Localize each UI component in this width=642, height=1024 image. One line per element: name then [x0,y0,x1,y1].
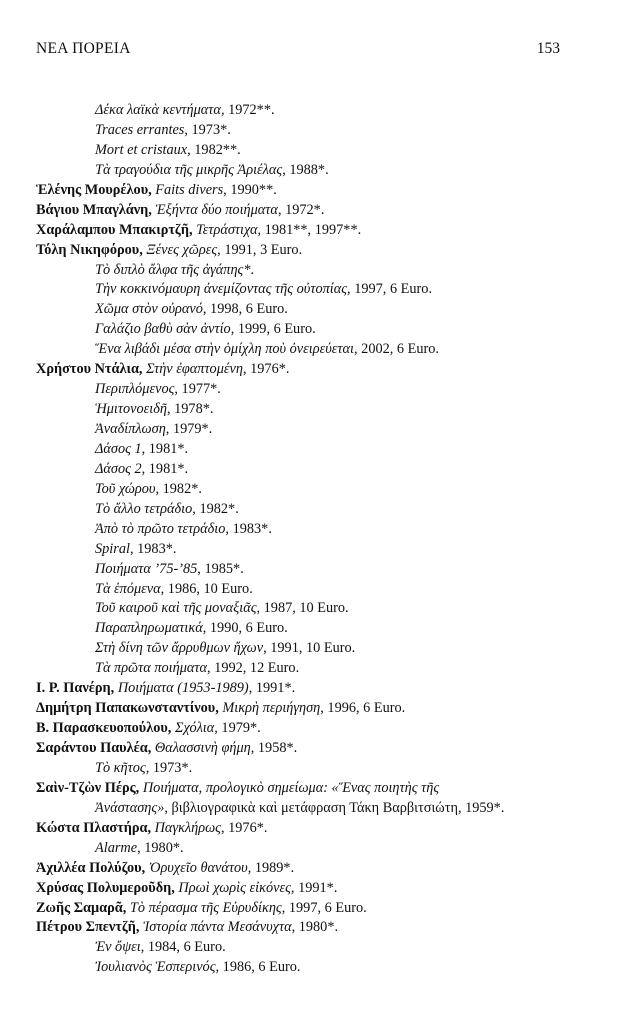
publication-details: , 1983*. [225,520,272,537]
list-item [36,340,576,360]
work-title: Ποιήματα ’75-’85 [95,560,198,577]
work-title: Ξένες χῶρες [146,241,218,258]
publication-details: , 1989*. [247,859,295,876]
publication-details: , βιβλιογραφικὰ καὶ μετάφραση Τάκη Βαρβιτσιώτη, 1959*. [164,799,505,816]
list-item [36,101,576,121]
list-item [36,639,576,659]
list-item [36,918,576,938]
list-item [36,899,576,919]
publication-details: , 1987, 10 Euro. [256,600,349,617]
publication-details: , 1981**, 1997**. [257,221,362,238]
work-title: Χῶμα στὸν οὐρανό [95,301,203,318]
publication-details: , 1997, 6 Euro. [281,899,367,916]
author-name: Χρύσας Πολυμεροῦδη, [36,879,179,896]
publication-details: , 1980*. [291,919,339,936]
publication-details: , 1990**. [223,181,277,198]
publication-details: , 1978*. [166,401,214,418]
list-item [36,659,576,679]
list-item [36,779,576,799]
publication-details: , 1972**. [220,102,275,118]
publication-details: , 1991*. [290,879,338,896]
publication-details: , 1976*. [220,819,268,836]
work-title: Τὸ ἄλλο τετράδιο [95,500,193,517]
publication-details: , 1992, 12 Euro. [207,660,300,677]
author-name: Δημήτρη Παπακωνσταντίνου, [36,700,223,717]
work-title: Ἐν ὄψει [95,939,141,956]
author-name: Χρήστου Ντάλια, [36,361,147,378]
publication-details: , 1997, 6 Euro. [347,281,433,298]
list-item [36,440,576,460]
list-item [36,181,576,201]
list-item [36,599,576,619]
publication-details: , 1986, 6 Euro. [215,959,301,976]
author-name: Πέτρου Σπεντζῆ, [36,919,144,936]
list-item [36,759,576,779]
work-title: Μικρὴ περιήγηση [222,700,321,717]
list-item [36,879,576,899]
list-item [36,161,576,181]
list-item [36,460,576,480]
list-item [36,241,576,261]
work-title: Τοῦ χώρου [95,480,156,497]
work-title: Ἰουλιανὸς Ἑσπερινός [95,959,216,976]
list-item [36,141,576,161]
publication-details: , 1977*. [174,381,221,398]
publication-details: , 1979*. [165,421,213,437]
publication-details: , 1988*. [282,161,329,178]
list-item [36,380,576,400]
author-name: Σαὶν-Τζὼν Πέρς, [36,779,143,796]
publication-details: , 1986, 10 Euro. [160,580,253,597]
publication-details: . [250,261,255,278]
work-title: Τὸ διπλὸ ἄλφα τῆς ἀγάπης* [95,261,251,278]
publication-details: , 1979*. [214,720,261,737]
work-title: Ἡμιτονοειδῆ [95,401,167,418]
publication-details: , 1998, 6 Euro. [202,301,288,318]
work-title: Alarme [95,839,138,856]
publication-details: , 1958*. [250,740,298,756]
work-title: Spiral [95,540,130,557]
work-title: Ὀρυχεῖο θανάτου [148,859,248,876]
list-item [36,201,576,221]
work-title: Ἑξήντα δύο ποιήματα [155,201,278,218]
work-title: Τοῦ καιροῦ καὶ τῆς μοναξιᾶς [95,600,257,617]
work-title: Τὰ πρῶτα ποιήματα [95,660,208,677]
publication-details: , 1999, 6 Euro. [230,321,316,338]
list-item [36,839,576,859]
author-name: Χαράλαμπου Μπακιρτζῆ, [36,221,197,238]
publication-details: , 1972*. [277,201,325,218]
publication-details: , 1973*. [184,121,231,138]
work-title: Ποιήματα (1953-1989) [117,680,249,697]
list-item [36,420,576,440]
work-title: Δάσος 1 [95,440,142,457]
publication-details: , 1990, 6 Euro. [202,620,288,637]
list-item [36,480,576,500]
publication-details: , 1982*. [155,480,202,497]
publication-details: , 1983*. [129,540,177,557]
page-header [36,40,560,60]
work-title: Τὴν κοκκινόμαυρη ἀνεμίζοντας τῆς οὐτοπίας [95,281,348,298]
work-title: Τὰ ἑπόμενα [95,580,161,597]
work-title: Δάσος 2 [95,460,142,477]
publication-details: , 1982**. [187,141,241,158]
list-item [36,320,576,340]
publication-details: , 1981*. [141,440,189,457]
list-item [36,261,576,281]
publication-details: , 2002, 6 Euro. [354,341,440,358]
work-title: Ἱστορία πάντα Μεσάνυχτα [143,919,292,936]
work-title: Mort et cristaux [95,141,188,158]
list-item [36,859,576,879]
work-title: Περιπλόμενος [95,381,175,398]
author-name: Τόλη Νικηφόρου, [36,241,147,258]
work-title: Τετράστιχα [196,221,258,238]
list-item [36,619,576,639]
author-name: Ζωῆς Σαμαρᾶ, [36,899,130,916]
publication-details: , 1981*. [141,460,189,477]
list-item [36,500,576,520]
work-title: Πρωὶ χωρὶς εἰκόνες [178,879,291,896]
work-title: Στὴν ἐφαπτομένη [146,361,243,378]
list-item [36,560,576,580]
author-name: Σαράντου Παυλέα, [36,740,155,756]
list-item [36,520,576,540]
page-number: 153 [536,40,560,57]
list-item [36,400,576,420]
list-item [36,360,576,380]
list-item [36,580,576,600]
work-title: Ἀνάστασης» [95,799,165,816]
publication-details: , 1991*. [248,680,296,697]
bibliography-list [36,101,576,978]
list-item [36,739,576,759]
author-name: Ἑλένης Μουρέλου, [36,181,156,198]
publication-details: , 1980*. [137,839,184,856]
publication-details: , 1991, 3 Euro. [217,241,303,258]
list-item [36,121,576,141]
list-item [36,719,576,739]
publication-details: , 1996, 6 Euro. [320,700,406,717]
publication-details: , 1985*. [197,560,244,577]
work-title: Παγκλήρως [154,819,221,836]
work-title: Στὴ δίνη τῶν ἄρρυθμων ἤχων [95,640,264,657]
publication-details: , 1982*. [192,500,239,517]
author-name: B. Παρασκευοπούλου, [36,720,175,737]
author-name: Βάγιου Μπαγλάνη, [36,201,156,218]
list-item [36,699,576,719]
list-item [36,540,576,560]
work-title: Ἕνα λιβάδι μέσα στὴν ὁμίχλη ποὺ ὀνειρεύεται [95,341,355,358]
list-item [36,280,576,300]
list-item [36,938,576,958]
work-title: Ἀναδίπλωση [95,421,166,437]
running-title: ΝΕΑ ΠΟΡΕΙΑ [36,40,131,57]
list-item [36,679,576,699]
work-title: Δέκα λαϊκὰ κεντήματα [95,102,221,118]
work-title: Τὰ τραγούδια τῆς μικρῆς Ἀριέλας [95,161,283,178]
publication-details: , 1991, 10 Euro. [263,640,356,657]
list-item [36,799,576,819]
publication-details: , 1973*. [145,759,193,776]
work-title: Σχόλια [174,720,215,737]
work-title: Faits divers [155,181,224,198]
work-title: Ποιήματα, προλογικὸ σημείωμα: «Ἕνας ποιητὴς τῆς [142,779,440,796]
work-title: Γαλάζιο βαθὺ σὰν ἀντίο [95,321,231,338]
list-item [36,819,576,839]
work-title: Παραπληρωματικά [95,620,203,637]
work-title: Θαλασσινὴ φήμη [154,740,251,756]
work-title: Τὸ πέρασμα τῆς Εὐρυδίκης [129,899,282,916]
publication-details: , 1984, 6 Euro. [140,939,226,956]
author-name: Κώστα Πλαστήρα, [36,819,155,836]
work-title: Ἀπὸ τὸ πρῶτο τετράδιο [95,520,226,537]
publication-details: , 1976*. [242,361,290,378]
work-title: Τὸ κῆτος [95,759,146,776]
list-item [36,958,576,978]
author-name: Ἀχιλλέα Πολύζου, [36,859,149,876]
list-item [36,300,576,320]
list-item [36,221,576,241]
work-title: Traces errantes [95,121,185,138]
author-name: I. Ρ. Πανέρη, [36,680,118,697]
